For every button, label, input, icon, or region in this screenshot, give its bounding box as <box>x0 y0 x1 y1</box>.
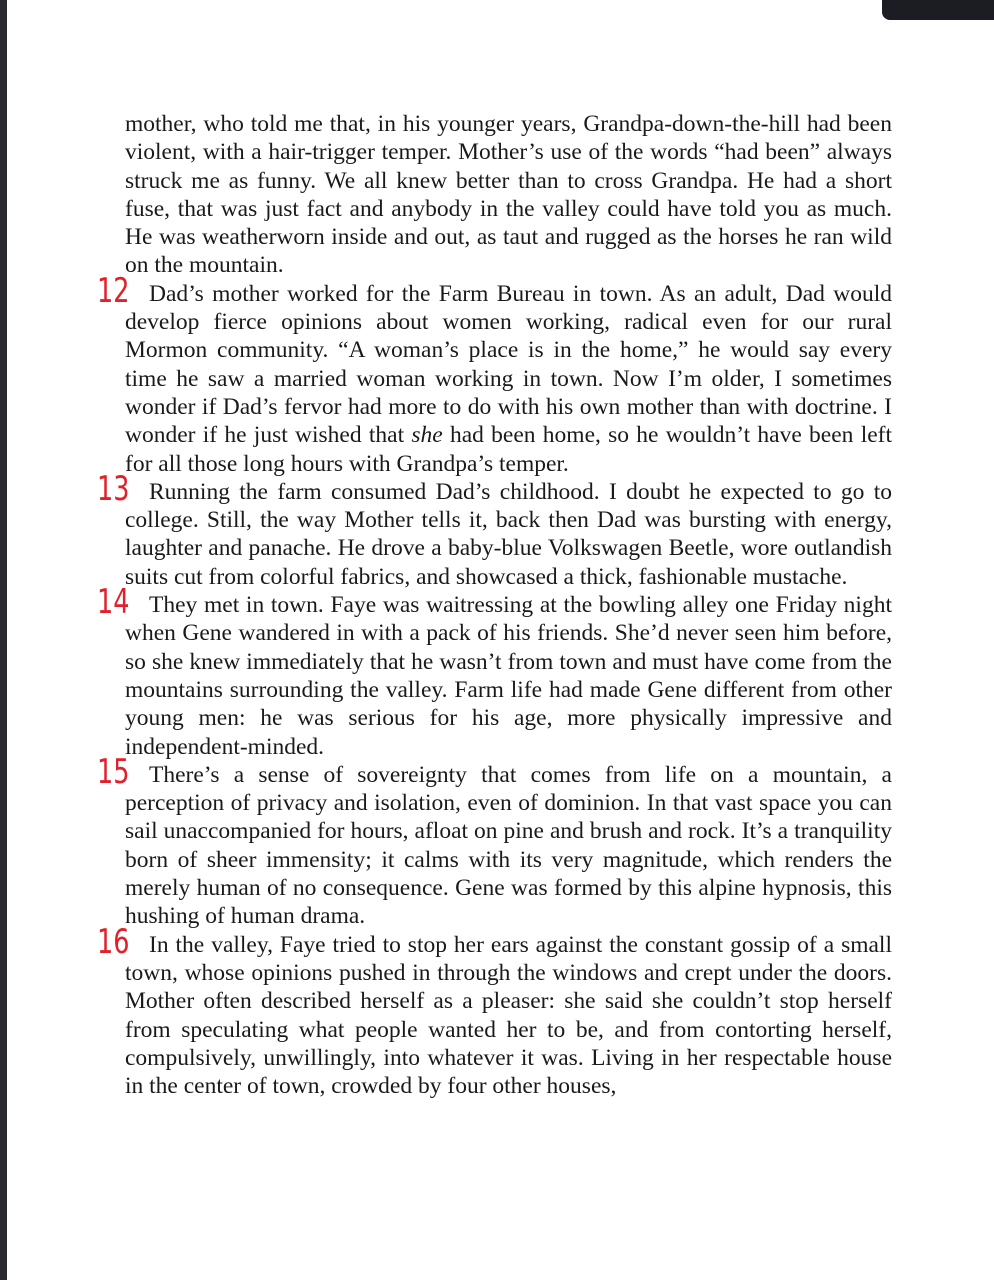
paragraph-12 <box>97 270 893 478</box>
paragraph-text: mother, who told me that, in his younger years, Grandpa-down-the-hill had been violent, with a hair-trigger temper. Mother’s use of the words “had been” always struck me as funny. We all knew better than to cross Grandpa. He had a short fuse, that was just fact and anybody in the valley could have told you as much. He was weatherworn inside and out, as taut and rugged as the horses he ran wild on the mountain. <box>125 111 892 279</box>
paragraph-14 <box>97 582 892 761</box>
handwritten-marker-13: 13 <box>97 468 130 509</box>
paragraph-16 <box>97 921 892 1101</box>
paragraph-text: There’s a sense of sovereignty that comes from life on a mountain, a perception of privacy and isolation, even of dominion. In that vast space you can sail unaccompanied for hours, afloat on pine and brush and rock. It’s a tranquility born of sheer immensity; it calms with its very magnitude, which renders the merely human of no consequence. Gene was formed by this alpine hypnosis, this hushing of human drama. <box>125 761 892 930</box>
paragraph-15 <box>97 751 892 931</box>
emphasized-word: she <box>411 422 443 449</box>
paragraph-text: had been home, so he wouldn’t have been left for all those long hours with Grandpa’s temper. <box>125 422 893 477</box>
paragraph-13 <box>97 468 892 591</box>
handwritten-marker-12: 12 <box>97 270 130 311</box>
page-body <box>97 110 893 1100</box>
paragraph-text: Dad’s mother worked for the Farm Bureau in town. As an adult, Dad would develop fierce opinions about women working, radical even for our rural Mormon community. “A woman’s place is in the home,” he would say every time he saw a married woman working in town. Now I’m older, I sometimes wonder if Dad’s fervor had more to do with his own mother than with doctrine. I wonder if he just wished that <box>125 280 892 449</box>
top-toolbar-tab <box>882 0 994 20</box>
paragraph-text: Running the farm consumed Dad’s childhood. I doubt he expected to go to college. Still, the way Mother tells it, back then Dad was bursting with energy, laughter and panache. He drove a baby-blue Volkswagen Beetle, wore outlandish suits cut from colorful fabrics, and showcased a thick, fashionable mustache. <box>125 478 892 590</box>
paragraph-11 <box>125 110 892 280</box>
paragraph-text: In the valley, Faye tried to stop her ears against the constant gossip of a small town, whose opinions pushed in through the windows and crept under the doors. Mother often described herself as a pleaser: she said she couldn’t stop herself from speculating what people wanted her to be, and from contorting herself, compulsively, unwillingly, into whatever it was. Living in her respectable house in the center of town, crowded by four other houses, <box>125 931 892 1100</box>
left-edge-bar <box>0 0 7 1280</box>
handwritten-marker-14: 14 <box>97 582 130 623</box>
paragraph-text: They met in town. Faye was waitressing at the bowling alley one Friday night when Gene wandered in with a pack of his friends. She’d never seen him before, so she knew immediately that he wasn’t from town and must have come from the mountains surrounding the valley. Farm life had made Gene different from other young men: he was serious for his age, more physically impressive and independent-minded. <box>125 592 892 760</box>
handwritten-marker-15: 15 <box>97 751 130 792</box>
handwritten-marker-16: 16 <box>97 921 130 962</box>
